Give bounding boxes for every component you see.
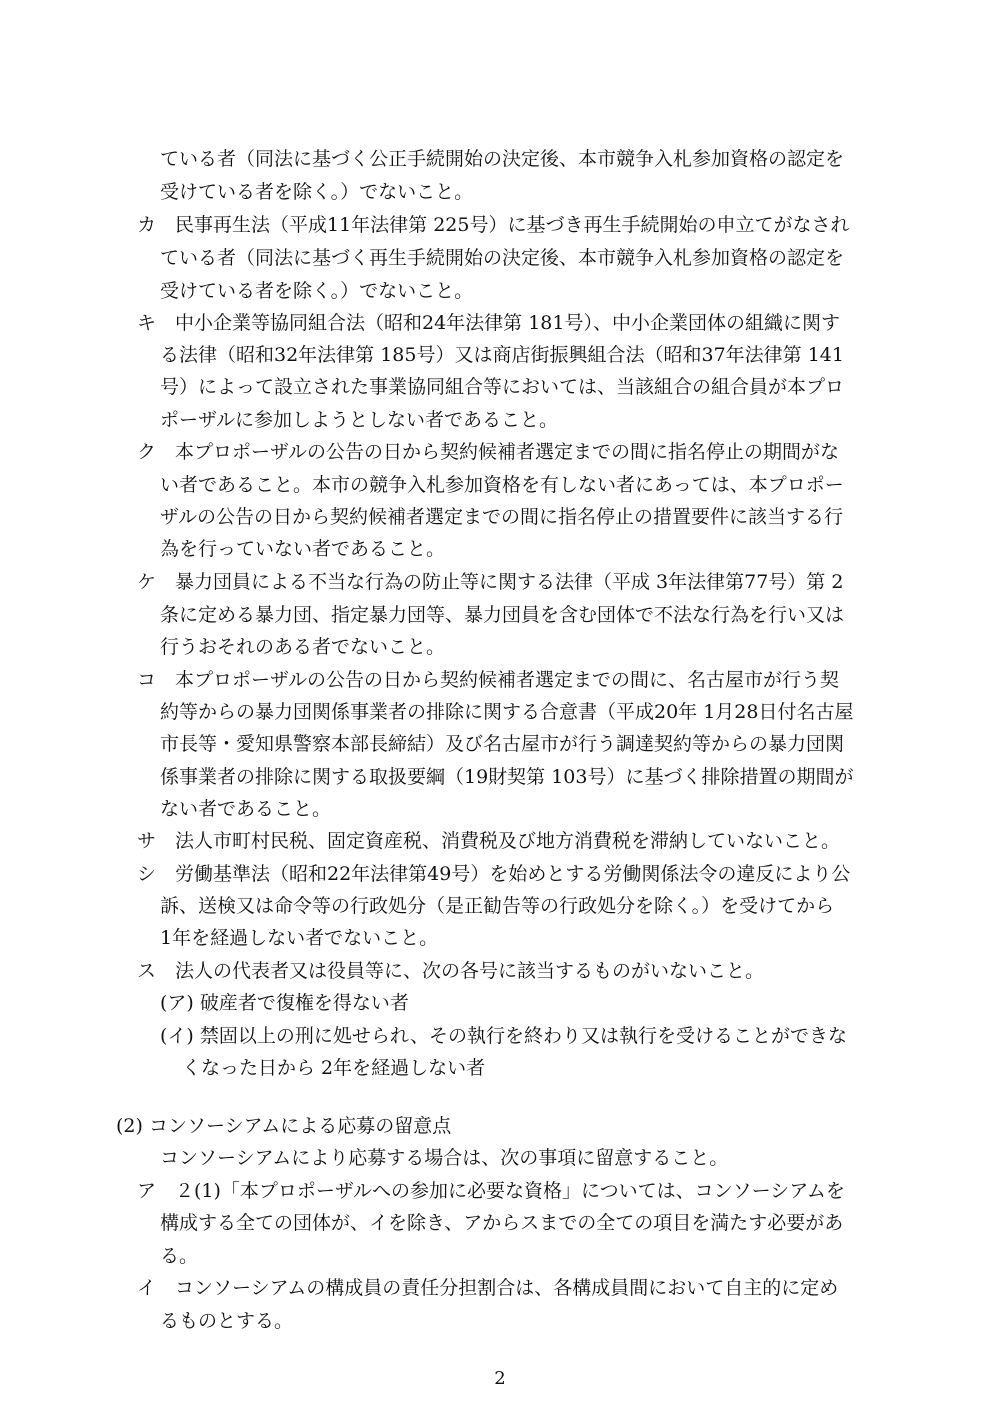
- text-line: ている者（同法に基づく再生手続開始の決定後、本市競争入札参加資格の認定を: [160, 247, 845, 269]
- text-line: 係事業者の排除に関する取扱要綱（19財契第 103号）に基づく排除措置の期間が: [160, 766, 854, 788]
- list-item-ke: ケ 暴力団員による不当な行為の防止等に関する法律（平成 3年法律第77号）第 2: [137, 571, 844, 593]
- text-line: 号）によって設立された事業協同組合等においては、当該組合の組合員が本プロ: [160, 376, 845, 398]
- text-line: る。: [160, 1245, 199, 1267]
- text-line: コンソーシアムにより応募する場合は、次の事項に留意すること。: [160, 1147, 729, 1169]
- text-line: 条に定める暴力団、指定暴力団等、暴力団員を含む団体で不法な行為を行い又は: [160, 604, 845, 626]
- text-line: い者であること。本市の競争入札参加資格を有しない者にあっては、本プロポー: [160, 474, 844, 496]
- sub-item-i: (イ) 禁固以上の刑に処せられ、その執行を終わり又は執行を受けることができな: [160, 1025, 848, 1047]
- list-item-shi: シ 労働基準法（昭和22年法律第49号）を始めとする労働関係法令の違反により公: [137, 863, 851, 885]
- sub-item-a: (ア) 破産者で復権を得ない者: [160, 992, 409, 1014]
- list-item-ko: コ 本プロポーザルの公告の日から契約候補者選定までの間に、名古屋市が行う契: [137, 669, 840, 691]
- text-line: 訴、送検又は命令等の行政処分（是正勧告等の行政処分を除く。）を受けてから: [160, 895, 835, 917]
- list-item-ki: キ 中小企業等協同組合法（昭和24年法律第 181号）、中小企業団体の組織に関す: [137, 312, 840, 334]
- list-item-ku: ク 本プロポーザルの公告の日から契約候補者選定までの間に指名停止の期間がな: [137, 441, 840, 463]
- text-line: 受けている者を除く。）でないこと。: [160, 181, 474, 203]
- text-line: 構成する全ての団体が、イを除き、アからスまでの全ての項目を満たす必要があ: [160, 1212, 844, 1234]
- text-line: ない者であること。: [160, 798, 332, 820]
- text-line: ポーザルに参加しようとしない者であること。: [160, 409, 559, 431]
- text-line: 受けている者を除く。）でないこと。: [160, 280, 474, 302]
- list-item-ka: カ 民事再生法（平成11年法律第 225号）に基づき再生手続開始の申立てがなされ: [137, 214, 850, 236]
- list-item-a: ア ２(1)「本プロポーザルへの参加に必要な資格」については、コンソーシアムを: [137, 1180, 845, 1202]
- text-line: 為を行っていない者であること。: [160, 538, 446, 560]
- text-line: 約等からの暴力団関係事業者の排除に関する合意書（平成20年 1月28日付名古屋: [160, 701, 854, 723]
- text-line: るものとする。: [160, 1310, 294, 1332]
- text-line: る法律（昭和32年法律第 185号）又は商店街振興組合法（昭和37年法律第 141: [160, 344, 844, 366]
- text-line: 行うおそれのある者でないこと。: [160, 636, 446, 658]
- list-item-i: イ コンソーシアムの構成員の責任分担割合は、各構成員間において自主的に定め: [137, 1277, 839, 1299]
- page-number: 2: [494, 1368, 506, 1389]
- text-line: ている者（同法に基づく公正手続開始の決定後、本市競争入札参加資格の認定を: [160, 148, 845, 170]
- section-heading: (2) コンソーシアムによる応募の留意点: [116, 1115, 452, 1137]
- text-line: ザルの公告の日から契約候補者選定までの間に指名停止の措置要件に該当する行: [160, 506, 844, 528]
- list-item-sa: サ 法人市町村民税、固定資産税、消費税及び地方消費税を滞納していないこと。: [137, 830, 841, 852]
- text-line: 1年を経過しない者でないこと。: [160, 927, 439, 949]
- text-line: 市長等・愛知県警察本部長締結）及び名古屋市が行う調達契約等からの暴力団関: [160, 733, 845, 755]
- text-line: くなった日から 2年を経過しない者: [182, 1057, 486, 1079]
- list-item-su: ス 法人の代表者又は役員等に、次の各号に該当するものがいないこと。: [137, 960, 765, 982]
